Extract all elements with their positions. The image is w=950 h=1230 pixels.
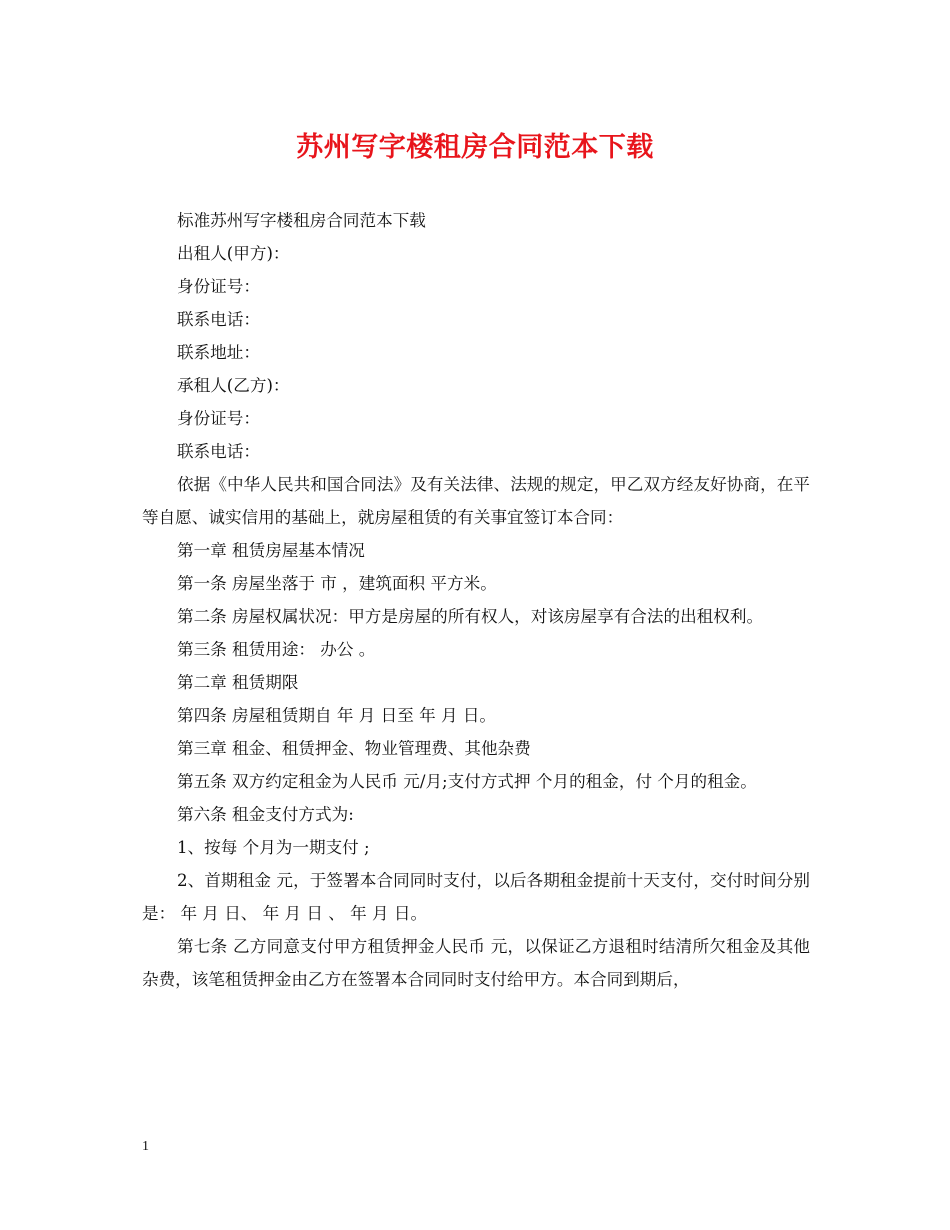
paragraph: 联系电话： <box>177 310 260 329</box>
paragraph: 身份证号： <box>177 277 260 296</box>
page-number: 1 <box>142 1139 149 1154</box>
paragraph: 2、首期租金 元，于签署本合同同时支付，以后各期租金提前十天支付，交付时间分别是： 年 月 日、 年 月 日 、 年 月 日。 <box>142 871 810 923</box>
paragraph: 承租人(乙方)： <box>177 376 290 395</box>
paragraph: 第二条 房屋权属状况：甲方是房屋的所有权人，对该房屋享有合法的出租权利。 <box>177 607 764 626</box>
paragraph: 第二章 租赁期限 <box>177 673 299 692</box>
paragraph: 第四条 房屋租赁期自 年 月 日至 年 月 日。 <box>177 706 497 725</box>
paragraph: 第五条 双方约定租金为人民币 元/月;支付方式押 个月的租金，付 个月的租金。 <box>177 772 757 791</box>
paragraph: 出租人(甲方)： <box>177 244 290 263</box>
paragraph: 第三条 租赁用途： 办公 。 <box>177 640 376 659</box>
paragraph: 第七条 乙方同意支付甲方租赁押金人民币 元，以保证乙方退租时结清所欠租金及其他杂费，该笔租赁押金由乙方在签署本合同同时支付给甲方。本合同到期后， <box>142 937 810 989</box>
document-title: 苏州写字楼租房合同范本下载 <box>296 132 654 163</box>
document-body <box>142 204 810 996</box>
paragraph: 标准苏州写字楼租房合同范本下载 <box>177 211 426 230</box>
paragraph: 第一章 租赁房屋基本情况 <box>177 541 365 560</box>
paragraph: 联系地址： <box>177 343 260 362</box>
paragraph: 1、按每 个月为一期支付 ; <box>177 838 370 857</box>
paragraph: 第一条 房屋坐落于 市 ，建筑面积 平方米。 <box>177 574 497 593</box>
paragraph: 身份证号： <box>177 409 260 428</box>
paragraph: 第六条 租金支付方式为: <box>177 805 354 824</box>
paragraph: 第三章 租金、租赁押金、物业管理费、其他杂费 <box>177 739 531 758</box>
paragraph: 联系电话： <box>177 442 260 461</box>
paragraph: 依据《中华人民共和国合同法》及有关法律、法规的规定，甲乙双方经友好协商，在平等自愿、诚实信用的基础上，就房屋租赁的有关事宜签订本合同： <box>142 475 810 527</box>
